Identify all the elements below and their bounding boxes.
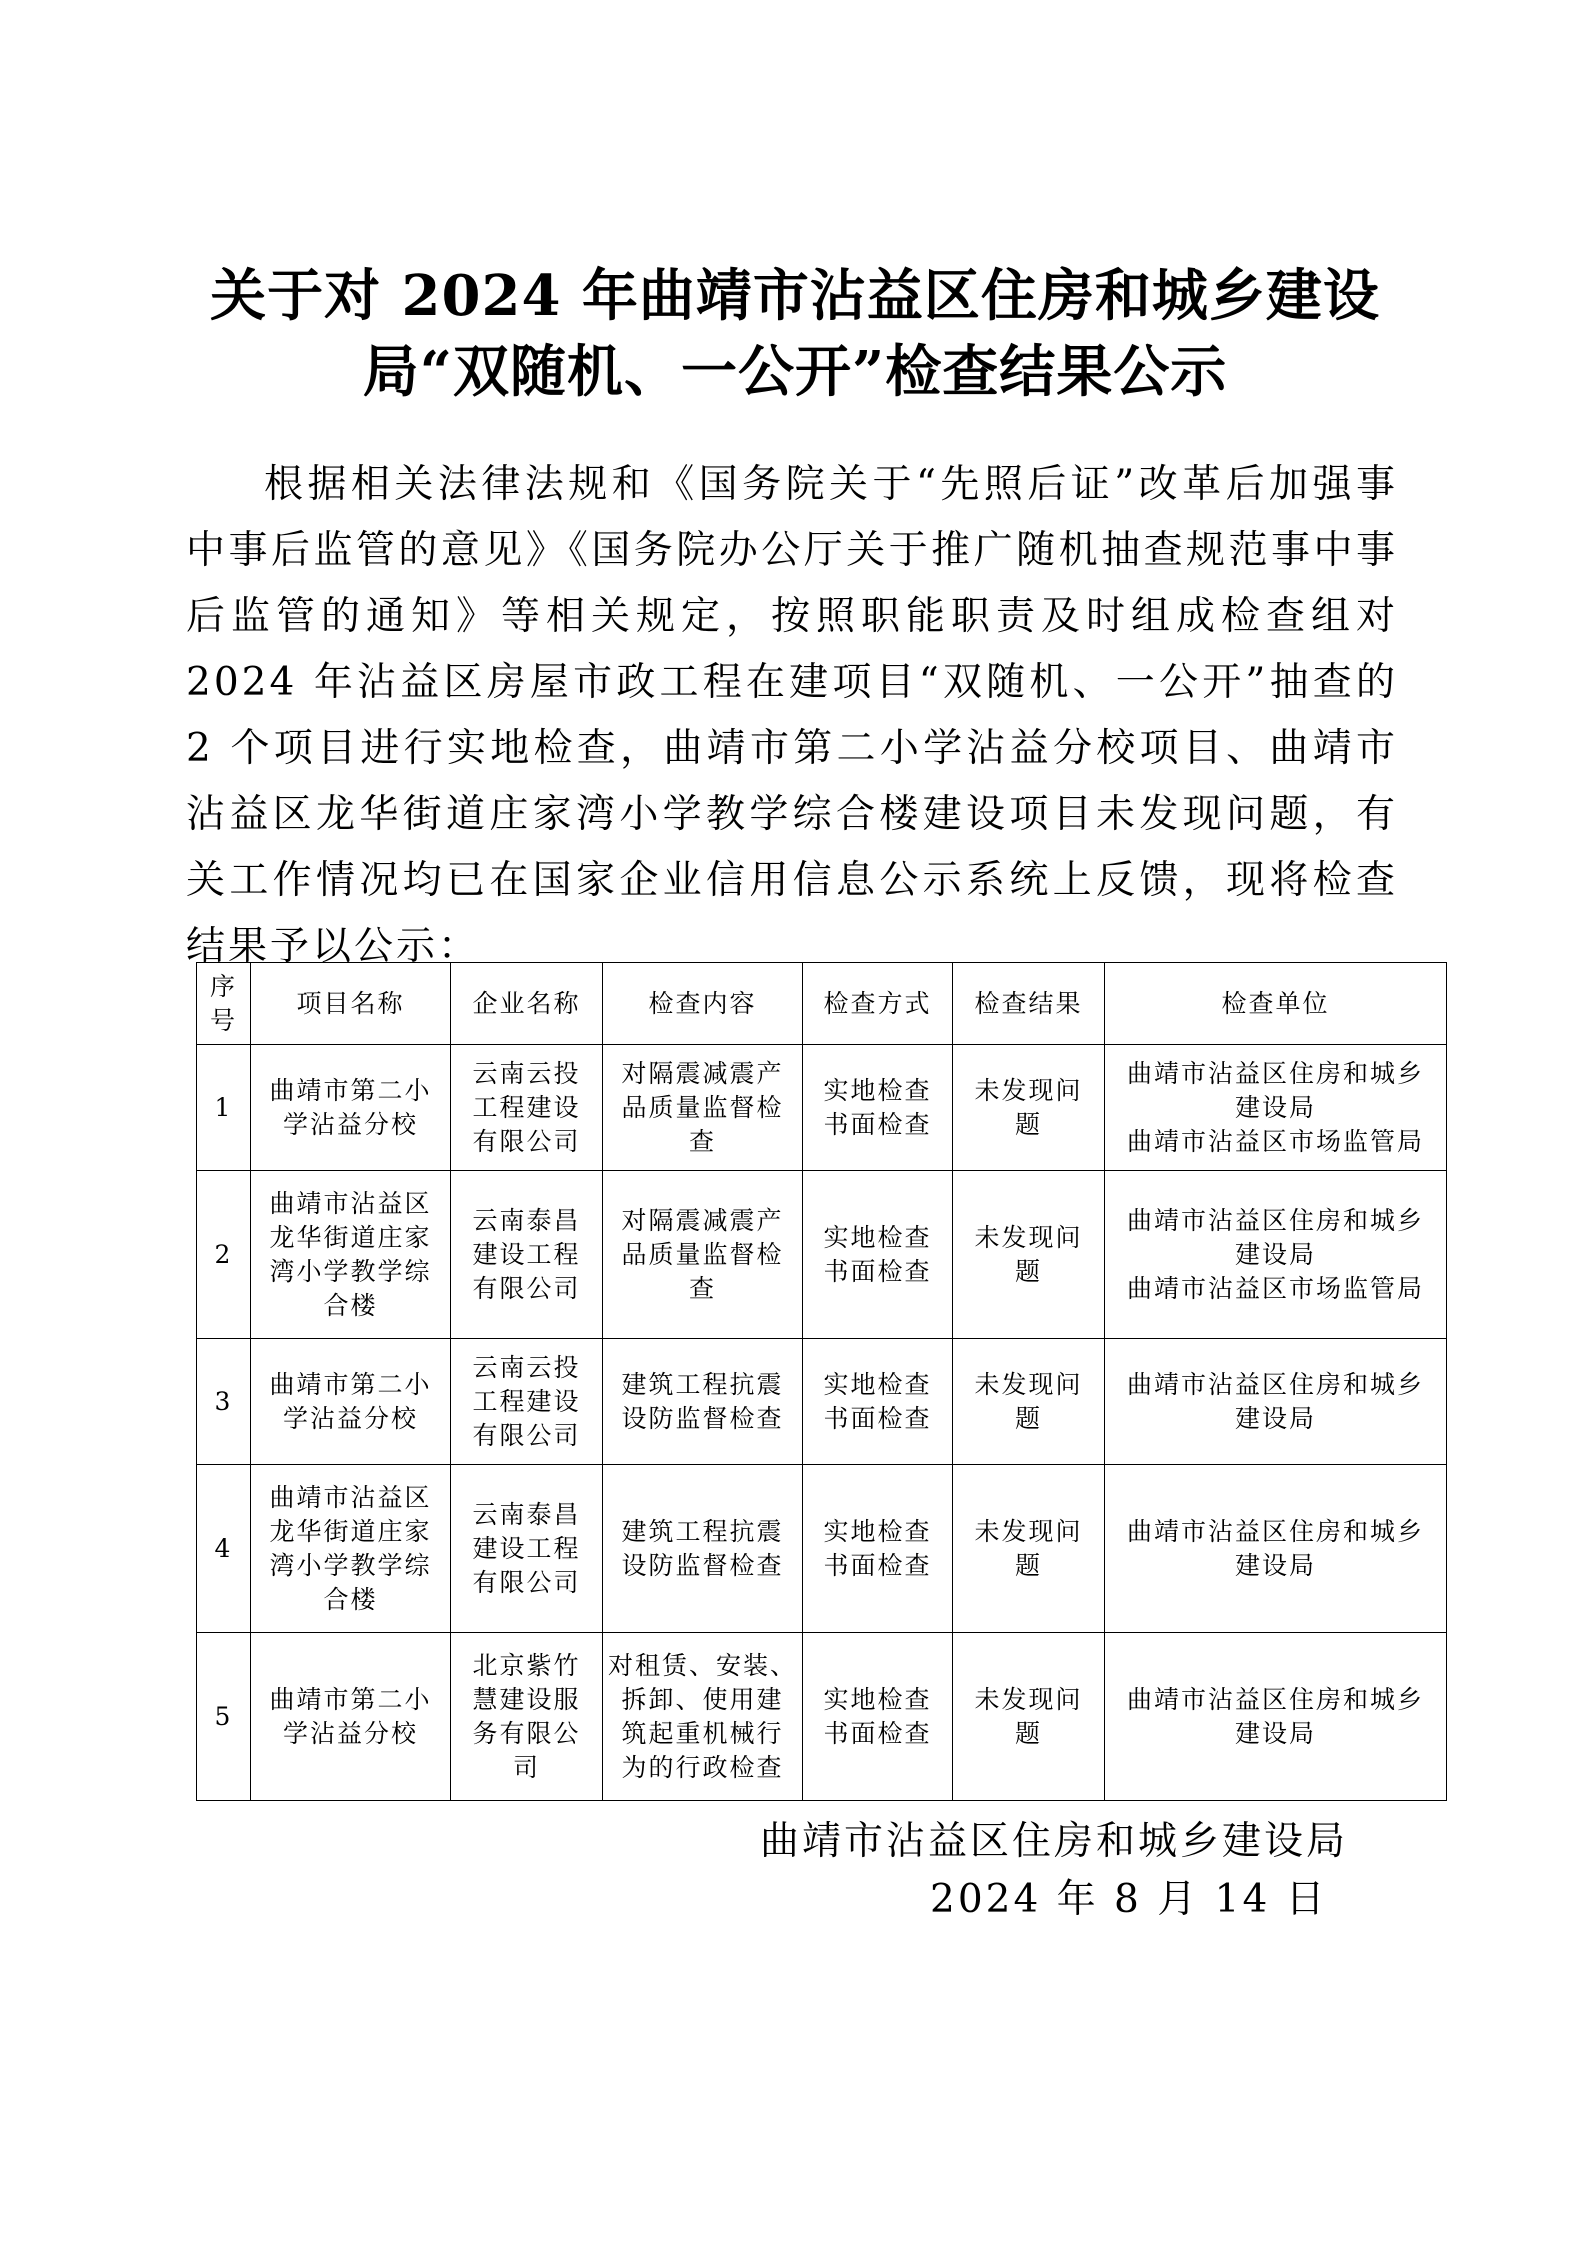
cell-content: 对隔震减震产 品质量监督检 查 [603, 1171, 803, 1339]
cell-company: 云南泰昌 建设工程 有限公司 [451, 1171, 603, 1339]
cell-company: 云南云投 工程建设 有限公司 [451, 1339, 603, 1465]
cell-result: 未发现问 题 [953, 1045, 1105, 1171]
cell-seq: 3 [197, 1339, 251, 1465]
cell-seq: 2 [197, 1171, 251, 1339]
header-company: 企业名称 [451, 963, 603, 1045]
cell-content: 对租赁、安装、 拆卸、使用建 筑起重机械行 为的行政检查 [603, 1633, 803, 1801]
cell-project: 曲靖市沾益区 龙华街道庄家 湾小学教学综 合楼 [251, 1171, 451, 1339]
cell-seq: 4 [197, 1465, 251, 1633]
table-row [197, 1339, 1447, 1465]
cell-method: 实地检查 书面检查 [803, 1045, 953, 1171]
signature-date: 2024 年 8 月 14 日 [930, 1877, 1328, 1922]
inspection-results-table [196, 962, 1447, 1801]
cell-result: 未发现问 题 [953, 1171, 1105, 1339]
cell-method: 实地检查 书面检查 [803, 1171, 953, 1339]
table-row [197, 1465, 1447, 1633]
header-method: 检查方式 [803, 963, 953, 1045]
cell-content: 建筑工程抗震 设防监督检查 [603, 1465, 803, 1633]
body-paragraph: 根据相关法律法规和《国务院关于“先照后证”改革后加强事中事后监管的意见》《国务院办公厅关于推广随机抽查规范事中事后监管的通知》等相关规定，按照职能职责及时组成检查组对 2024 年沾益区房屋市政工程在建项目“双随机、一公开”抽查的 2 个项目进行实地检查，曲靖市第二小学沾益分校项目、曲靖市沾益区龙华街道庄家湾小学教学综合楼建设项目未发现问题，有关工作情况均已在国家企业信用信息公示系统上反馈，现将检查结果予以公示： [186, 462, 1398, 969]
document-title-line-1: 关于对 2024 年曲靖市沾益区住房和城乡建设 [210, 263, 1380, 329]
document-title-line-2: 局“双随机、一公开”检查结果公示 [362, 339, 1228, 405]
cell-content: 建筑工程抗震 设防监督检查 [603, 1339, 803, 1465]
header-unit: 检查单位 [1105, 963, 1447, 1045]
cell-result: 未发现问 题 [953, 1633, 1105, 1801]
cell-project: 曲靖市第二小 学沾益分校 [251, 1633, 451, 1801]
cell-unit: 曲靖市沾益区住房和城乡 建设局 曲靖市沾益区市场监管局 [1105, 1045, 1447, 1171]
cell-result: 未发现问 题 [953, 1465, 1105, 1633]
cell-project: 曲靖市第二小 学沾益分校 [251, 1045, 451, 1171]
cell-method: 实地检查 书面检查 [803, 1633, 953, 1801]
cell-result: 未发现问 题 [953, 1339, 1105, 1465]
table-row [197, 1045, 1447, 1171]
cell-method: 实地检查 书面检查 [803, 1465, 953, 1633]
cell-seq: 1 [197, 1045, 251, 1171]
table-row [197, 1171, 1447, 1339]
cell-method: 实地检查 书面检查 [803, 1339, 953, 1465]
header-content: 检查内容 [603, 963, 803, 1045]
cell-unit: 曲靖市沾益区住房和城乡 建设局 曲靖市沾益区市场监管局 [1105, 1171, 1447, 1339]
cell-company: 北京紫竹 慧建设服 务有限公 司 [451, 1633, 603, 1801]
cell-seq: 5 [197, 1633, 251, 1801]
cell-project: 曲靖市沾益区 龙华街道庄家 湾小学教学综 合楼 [251, 1465, 451, 1633]
header-seq: 序 号 [197, 963, 251, 1045]
header-result: 检查结果 [953, 963, 1105, 1045]
header-project: 项目名称 [251, 963, 451, 1045]
cell-content: 对隔震减震产 品质量监督检 查 [603, 1045, 803, 1171]
cell-project: 曲靖市第二小 学沾益分校 [251, 1339, 451, 1465]
cell-company: 云南云投 工程建设 有限公司 [451, 1045, 603, 1171]
cell-unit: 曲靖市沾益区住房和城乡 建设局 [1105, 1633, 1447, 1801]
cell-unit: 曲靖市沾益区住房和城乡 建设局 [1105, 1339, 1447, 1465]
signature-organization: 曲靖市沾益区住房和城乡建设局 [760, 1819, 1349, 1864]
table-header-row [197, 963, 1447, 1045]
table-row [197, 1633, 1447, 1801]
cell-unit: 曲靖市沾益区住房和城乡 建设局 [1105, 1465, 1447, 1633]
cell-company: 云南泰昌 建设工程 有限公司 [451, 1465, 603, 1633]
